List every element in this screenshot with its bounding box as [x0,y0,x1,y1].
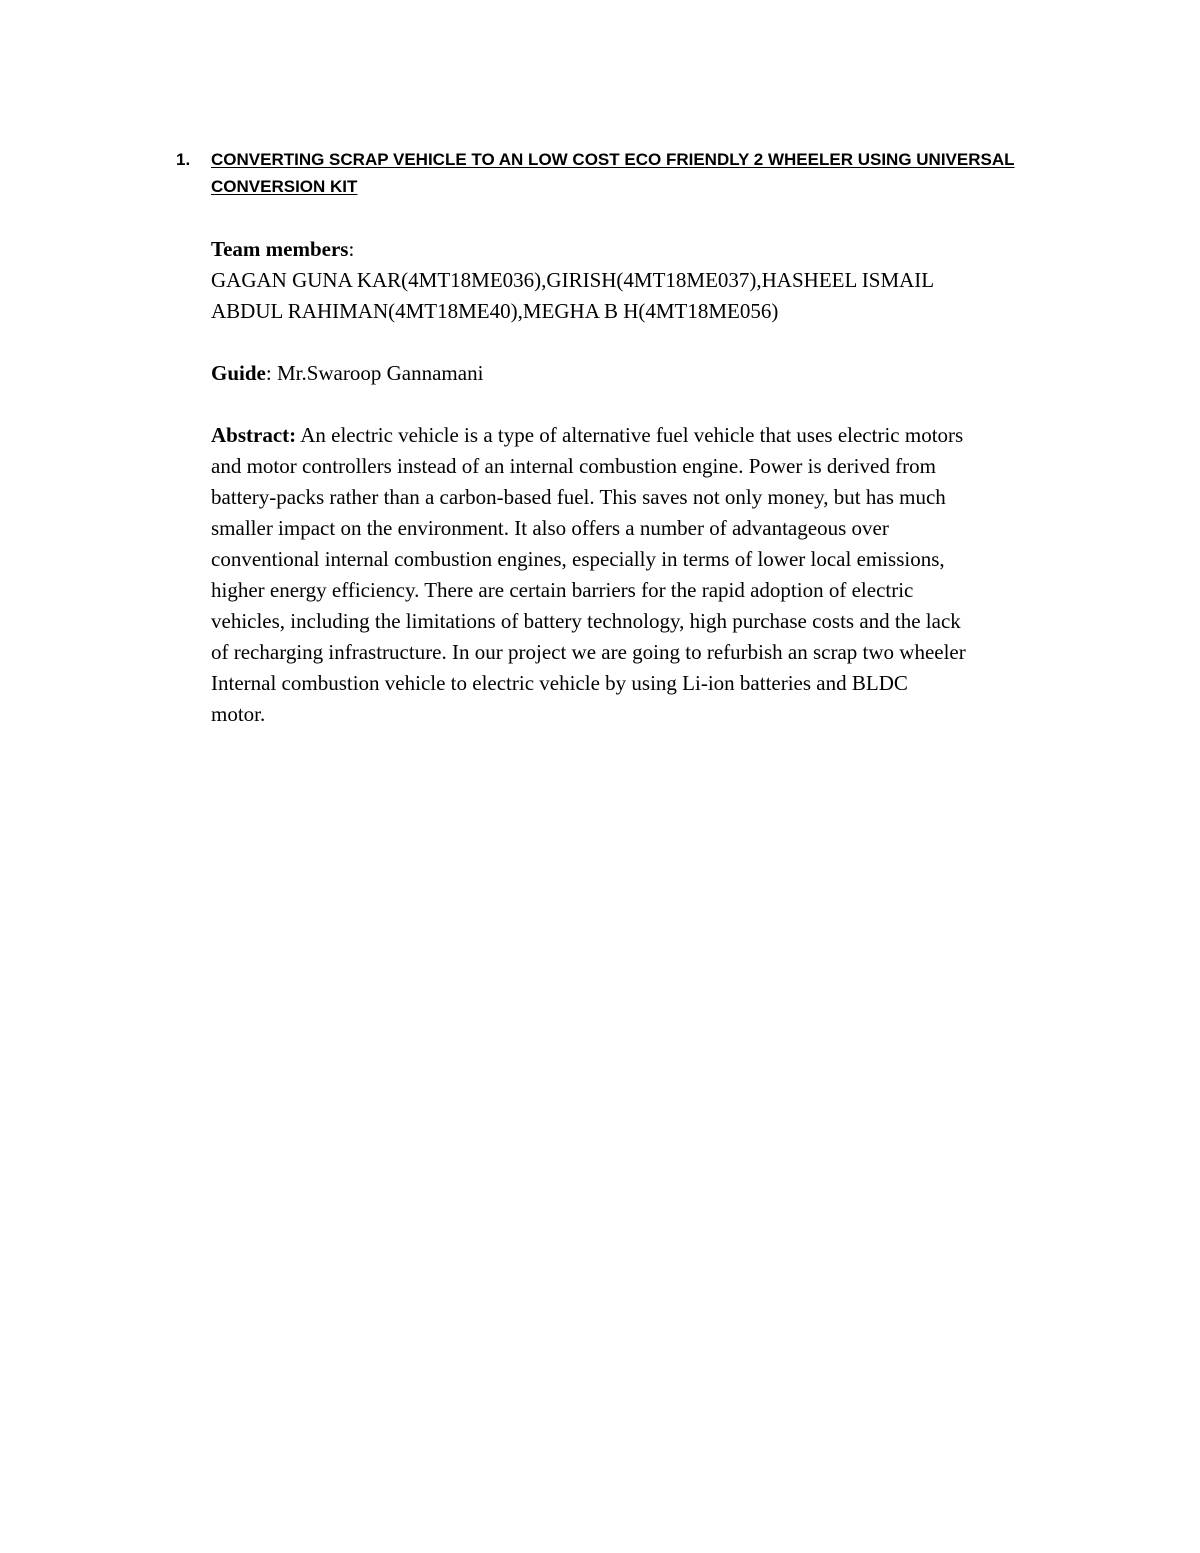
guide-section [211,358,1071,389]
team-members-line-2: ABDUL RAHIMAN(4MT18ME40),MEGHA B H(4MT18ME056) [211,299,779,323]
guide-colon: : [265,361,272,385]
abstract-line: of recharging infrastructure. In our project we are going to refurbish an scrap two wheeler [211,640,966,664]
guide-label: Guide [211,361,266,385]
team-members-heading [211,234,1071,265]
abstract-section [211,420,1071,730]
guide-name: Mr.Swaroop Gannamani [271,361,484,385]
abstract-line: Internal combustion vehicle to electric vehicle by using Li-ion batteries and BLDC [211,671,908,695]
project-title-line-1: CONVERTING SCRAP VEHICLE TO AN LOW COST ECO FRIENDLY 2 WHEELER USING UNIVERSAL [211,150,1015,169]
abstract-line: vehicles, including the limitations of battery technology, high purchase costs and the lack [211,609,961,633]
abstract-line: smaller impact on the environment. It also offers a number of advantageous over [211,516,889,540]
abstract-line: battery-packs rather than a carbon-based fuel. This saves not only money, but has much [211,485,946,509]
project-title-line-2: CONVERSION KIT [211,177,358,196]
abstract-line: conventional internal combustion engines, especially in terms of lower local emissions, [211,547,945,571]
team-members-line-1: GAGAN GUNA KAR(4MT18ME036),GIRISH(4MT18ME037),HASHEEL ISMAIL [211,268,935,292]
team-members-label: Team members [211,237,349,261]
abstract-line: higher energy efficiency. There are certain barriers for the rapid adoption of electric [211,578,914,602]
team-members-colon: : [348,237,355,261]
abstract-label: Abstract: [211,423,297,447]
abstract-line: motor. [211,702,266,726]
abstract-line: and motor controllers instead of an internal combustion engine. Power is derived from [211,454,936,478]
list-number: 1. [176,150,191,169]
team-members-section [211,234,1071,327]
abstract-text: An electric vehicle is a type of alternative fuel vehicle that uses electric motors [296,423,964,447]
guide-line [211,358,1071,389]
project-title [211,146,1071,200]
abstract-line [211,420,1071,451]
